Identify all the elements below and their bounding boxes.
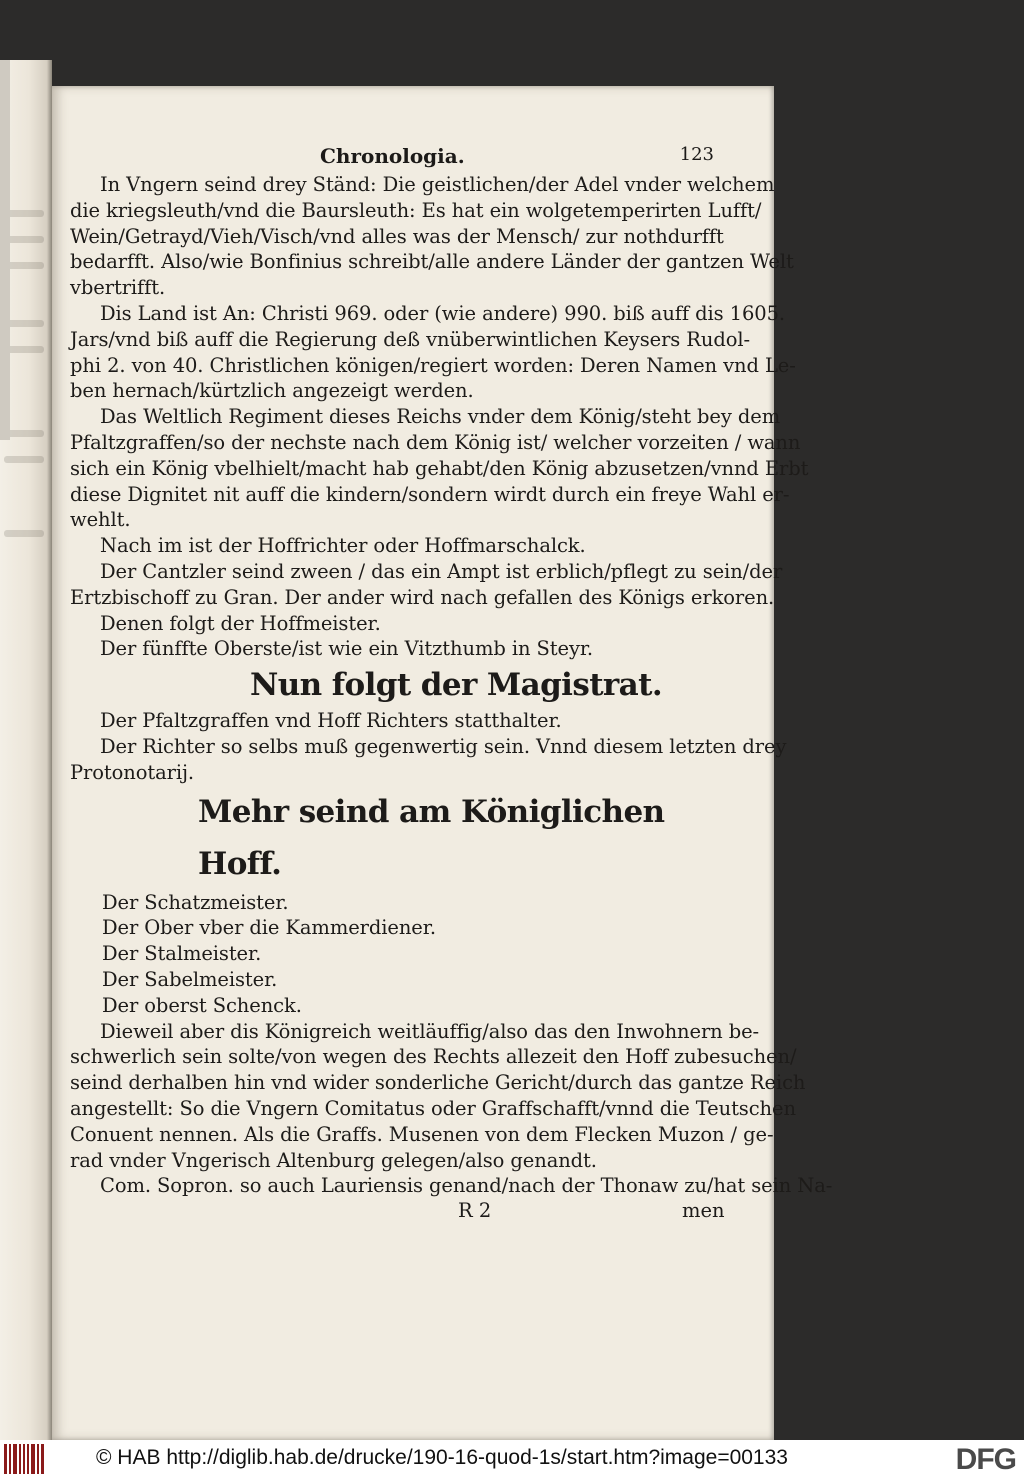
text-line: Ertzbischoff zu Gran. Der ander wird nach gefallen des Königs erkoren. (70, 585, 775, 609)
text-line: Conuent nennen. Als die Graffs. Musenen von dem Flecken Muzon / ge- (70, 1122, 774, 1146)
text-line: angestellt: So die Vngern Comitatus oder Graffschafft/vnnd die Teutschen (70, 1096, 796, 1120)
office-item: Der Schatzmeister. (102, 890, 289, 914)
text-line: bedarfft. Also/wie Bonfinius schreibt/alle andere Länder der gantzen Welt (70, 250, 794, 274)
barcode-icon (4, 1444, 44, 1474)
page-tab-strip (0, 60, 10, 440)
footer-bar (0, 1440, 1024, 1478)
text-line: ben hernach/kürtzlich angezeigt werden. (70, 379, 474, 403)
text-line: Der fünffte Oberste/ist wie ein Vitzthumb in Steyr. (100, 637, 594, 661)
office-item: Der Stalmeister. (102, 942, 262, 966)
text-line: schwerlich sein solte/von wegen des Rechts allezeit den Hoff zubesuchen/ (70, 1045, 797, 1069)
text-line: rad vnder Vngerisch Altenburg gelegen/also genandt. (70, 1148, 597, 1172)
text-line: Nach im ist der Hoffrichter oder Hoffmarschalck. (100, 534, 586, 558)
text-line: die kriegsleuth/vnd die Baursleuth: Es hat ein wolgetemperirten Lufft/ (70, 198, 762, 222)
text-line: Denen folgt der Hoffmeister. (100, 611, 381, 635)
text-line: Com. Sopron. so auch Lauriensis genand/nach der Thonaw zu/hat sein Na- (100, 1174, 833, 1198)
book-page (52, 86, 833, 1440)
text-line: Dis Land ist An: Christi 969. oder (wie andere) 990. biß auff dis 1605. (100, 301, 785, 325)
office-item: Der Ober vber die Kammerdiener. (102, 916, 436, 940)
text-line: vbertrifft. (70, 276, 166, 300)
text-line: Der Pfaltzgraffen vnd Hoff Richters statthalter. (100, 709, 562, 733)
text-line: Wein/Getrayd/Vieh/Visch/vnd alles was der Mensch/ zur nothdurfft (70, 224, 724, 248)
page-number: 123 (679, 144, 714, 165)
section-heading-hoff: Mehr seind am Königlichen Hoff. (198, 793, 665, 882)
text-line: Pfaltzgraffen/so der nechste nach dem König ist/ welcher vorzeiten / wann (70, 430, 801, 454)
office-item: Der Sabelmeister. (102, 967, 278, 991)
footer-credit-link[interactable]: © HAB http://diglib.hab.de/drucke/190-16-quod-1s/start.htm?image=00133 (96, 1446, 788, 1469)
office-item: Der oberst Schenck. (102, 993, 302, 1017)
signature-mark: R 2 (458, 1199, 492, 1223)
text-line: Protonotarij. (70, 760, 195, 784)
text-line: seind derhalben hin vnd wider sonderliche Gericht/durch das gantze Reich (70, 1071, 806, 1095)
section-heading-magistrat: Nun folgt der Magistrat. (250, 667, 663, 704)
text-line: Der Cantzler seind zween / das ein Ampt ist erblich/pflegt zu sein/der (100, 559, 783, 583)
text-line: Der Richter so selbs muß gegenwertig sein. Vnnd diesem letzten drey (100, 734, 787, 758)
dfg-logo: DFG (955, 1443, 1016, 1476)
text-line: wehlt. (70, 508, 131, 532)
text-line: Jars/vnd biß auff die Regierung deß vnüberwintlichen Keysers Rudol- (70, 327, 750, 351)
catchword: men (682, 1199, 725, 1223)
text-line: diese Dignitet nit auff die kindern/sondern wirdt durch ein freye Wahl er- (70, 482, 790, 506)
text-line: Dieweil aber dis Königreich weitläuffig/also das den Inwohnern be- (100, 1019, 760, 1043)
text-line: Das Weltlich Regiment dieses Reichs vnder dem König/steht bey dem (100, 405, 781, 429)
running-head: Chronologia. (320, 144, 465, 168)
page-header (52, 144, 774, 170)
text-line: In Vngern seind drey Ständ: Die geistlichen/der Adel vnder welchem (100, 173, 775, 196)
text-line: sich ein König vbelhielt/macht hab gehabt/den König abzusetzen/vnnd Erbt (70, 456, 809, 480)
text-line: phi 2. von 40. Christlichen königen/regiert worden: Deren Namen vnd Le- (70, 353, 796, 377)
page-body (70, 172, 833, 1225)
signature-row (70, 1199, 730, 1225)
